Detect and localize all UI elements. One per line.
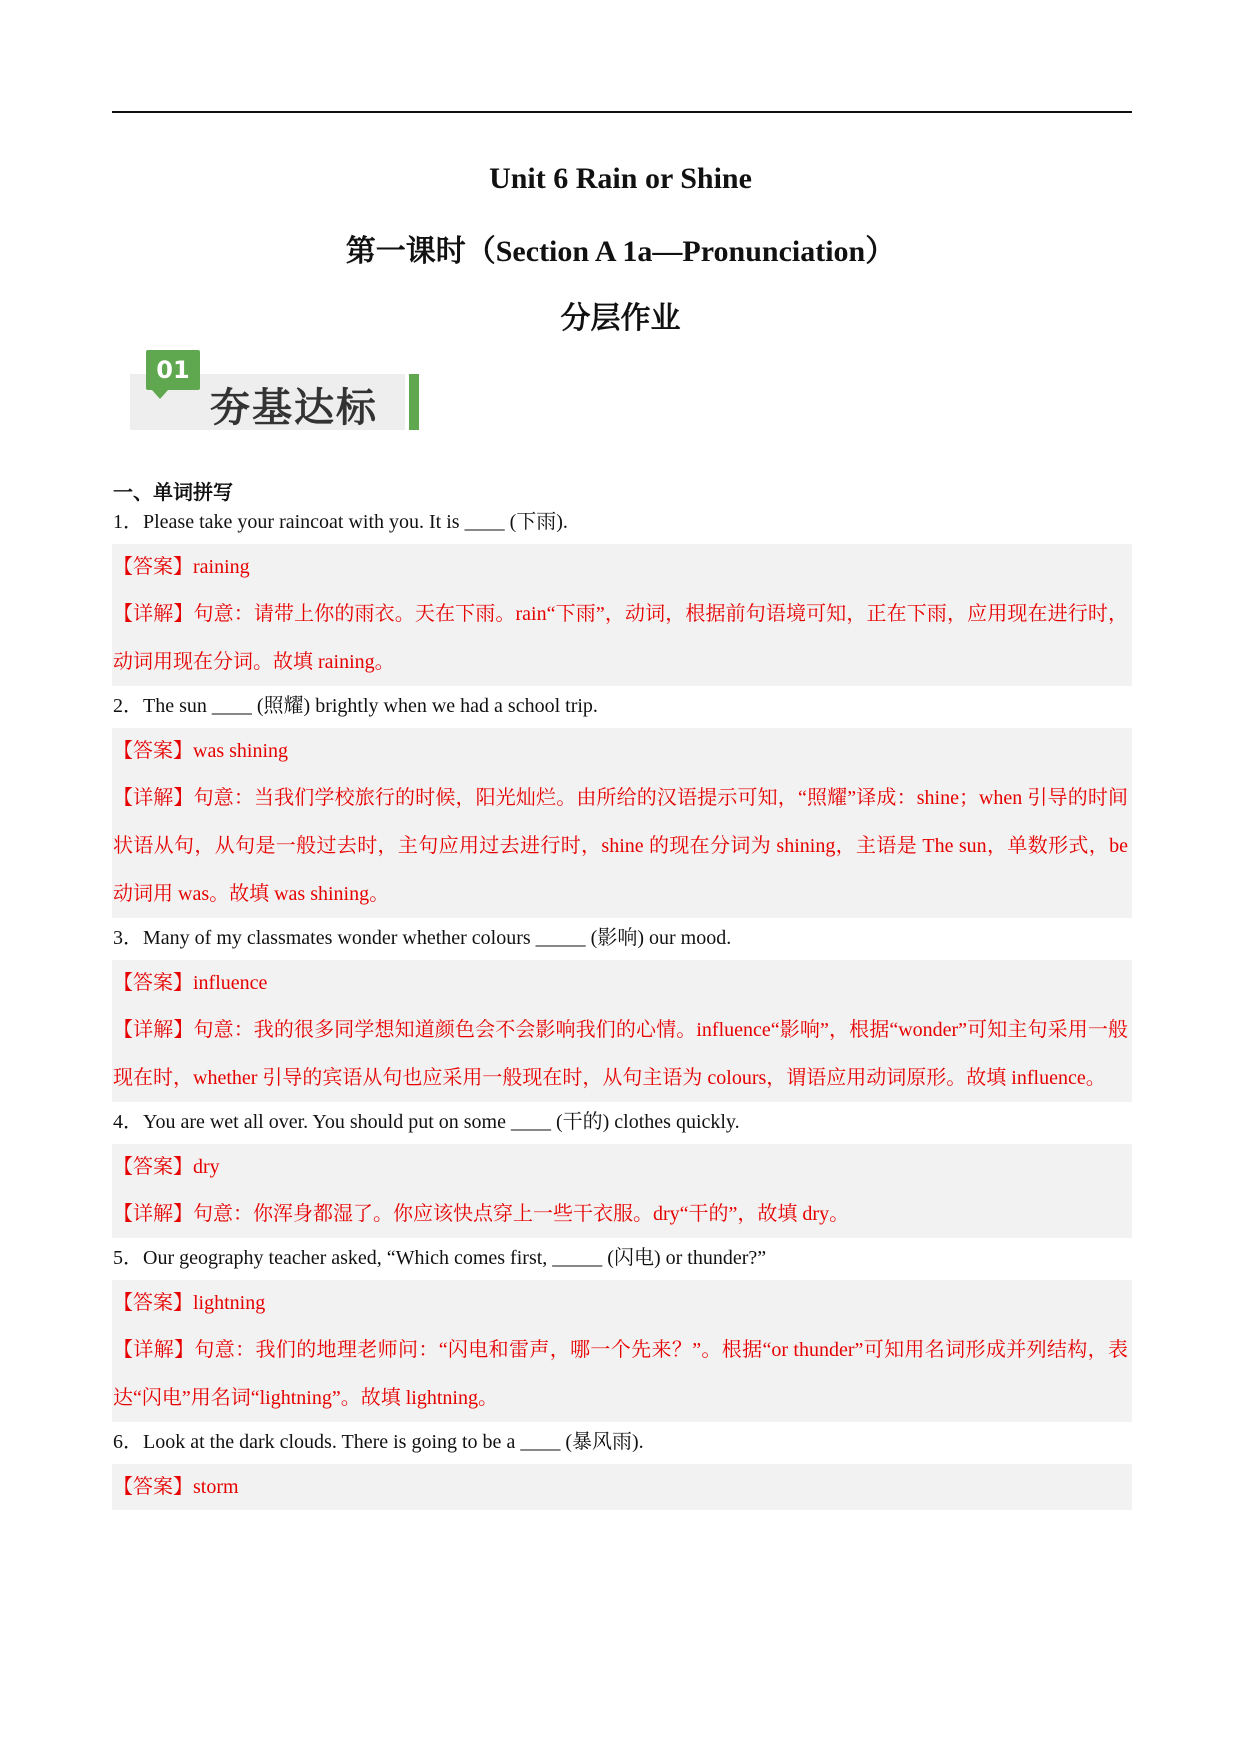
explanation-1: 【详解】句意：请带上你的雨衣。天在下雨。rain“下雨”，动词，根据前句语境可知，正在下雨，应用现在进行时，动词用现在分词。故填 raining。 — [113, 603, 1128, 673]
question-4: 4．You are wet all over. You should put on some ____ (干的) clothes quickly. — [113, 1111, 740, 1133]
answer-block-2 — [112, 728, 1132, 918]
answer-1: 【答案】raining — [113, 556, 250, 578]
answer-6: 【答案】storm — [113, 1476, 239, 1498]
answer-2: 【答案】was shining — [113, 740, 288, 762]
section-title: 一、单词拼写 — [113, 480, 233, 504]
section-badge — [130, 350, 425, 432]
answer-block-5 — [112, 1280, 1132, 1422]
badge-bar — [409, 374, 419, 430]
exercise-list — [112, 502, 1132, 1510]
question-1: 1．Please take your raincoat with you. It is ____ (下雨). — [113, 511, 568, 533]
answer-4: 【答案】dry — [113, 1156, 220, 1178]
answer-block-6 — [112, 1464, 1132, 1510]
header-rule — [112, 111, 1132, 113]
explanation-3: 【详解】句意：我的很多同学想知道颜色会不会影响我们的心情。influence“影响”，根据“wonder”可知主句采用一般现在时，whether 引导的宾语从句也应采用一般现在时，从句主语为 colours，谓语应用动词原形。故填 influence。 — [113, 1019, 1128, 1089]
explanation-2: 【详解】句意：当我们学校旅行的时候，阳光灿烂。由所给的汉语提示可知，“照耀”译成：shine；when 引导的时间状语从句，从句是一般过去时，主句应用过去进行时，shine 的现在分词为 shining，主语是 The sun，单数形式，be 动词用 was。故填 was shining。 — [113, 787, 1128, 905]
explanation-4: 【详解】句意：你浑身都湿了。你应该快点穿上一些干衣服。dry“干的”，故填 dry。 — [113, 1203, 850, 1225]
answer-block-4 — [112, 1144, 1132, 1238]
page-subtitle-2: 分层作业 — [560, 302, 681, 335]
badge-label: 夯基达标 — [210, 385, 378, 431]
page-subtitle: 第一课时（Section A 1a—Pronunciation） — [345, 235, 896, 268]
question-3: 3．Many of my classmates wonder whether colours _____ (影响) our mood. — [113, 927, 732, 949]
page-title: Unit 6 Rain or Shine — [489, 162, 752, 195]
answer-block-1 — [112, 544, 1132, 686]
question-2: 2．The sun ____ (照耀) brightly when we had a school trip. — [113, 695, 598, 717]
answer-block-3 — [112, 960, 1132, 1102]
explanation-5: 【详解】句意：我们的地理老师问：“闪电和雷声，哪一个先来？”。根据“or thunder”可知用名词形成并列结构，表达“闪电”用名词“lightning”。故填 lightning。 — [113, 1339, 1128, 1409]
answer-5: 【答案】lightning — [113, 1292, 266, 1314]
question-6: 6．Look at the dark clouds. There is going to be a ____ (暴风雨). — [113, 1431, 644, 1453]
badge-tail — [152, 390, 168, 399]
badge-number: 01 — [146, 350, 200, 390]
question-5: 5．Our geography teacher asked, “Which comes first, _____ (闪电) or thunder?” — [113, 1247, 767, 1269]
answer-3: 【答案】influence — [113, 972, 268, 994]
